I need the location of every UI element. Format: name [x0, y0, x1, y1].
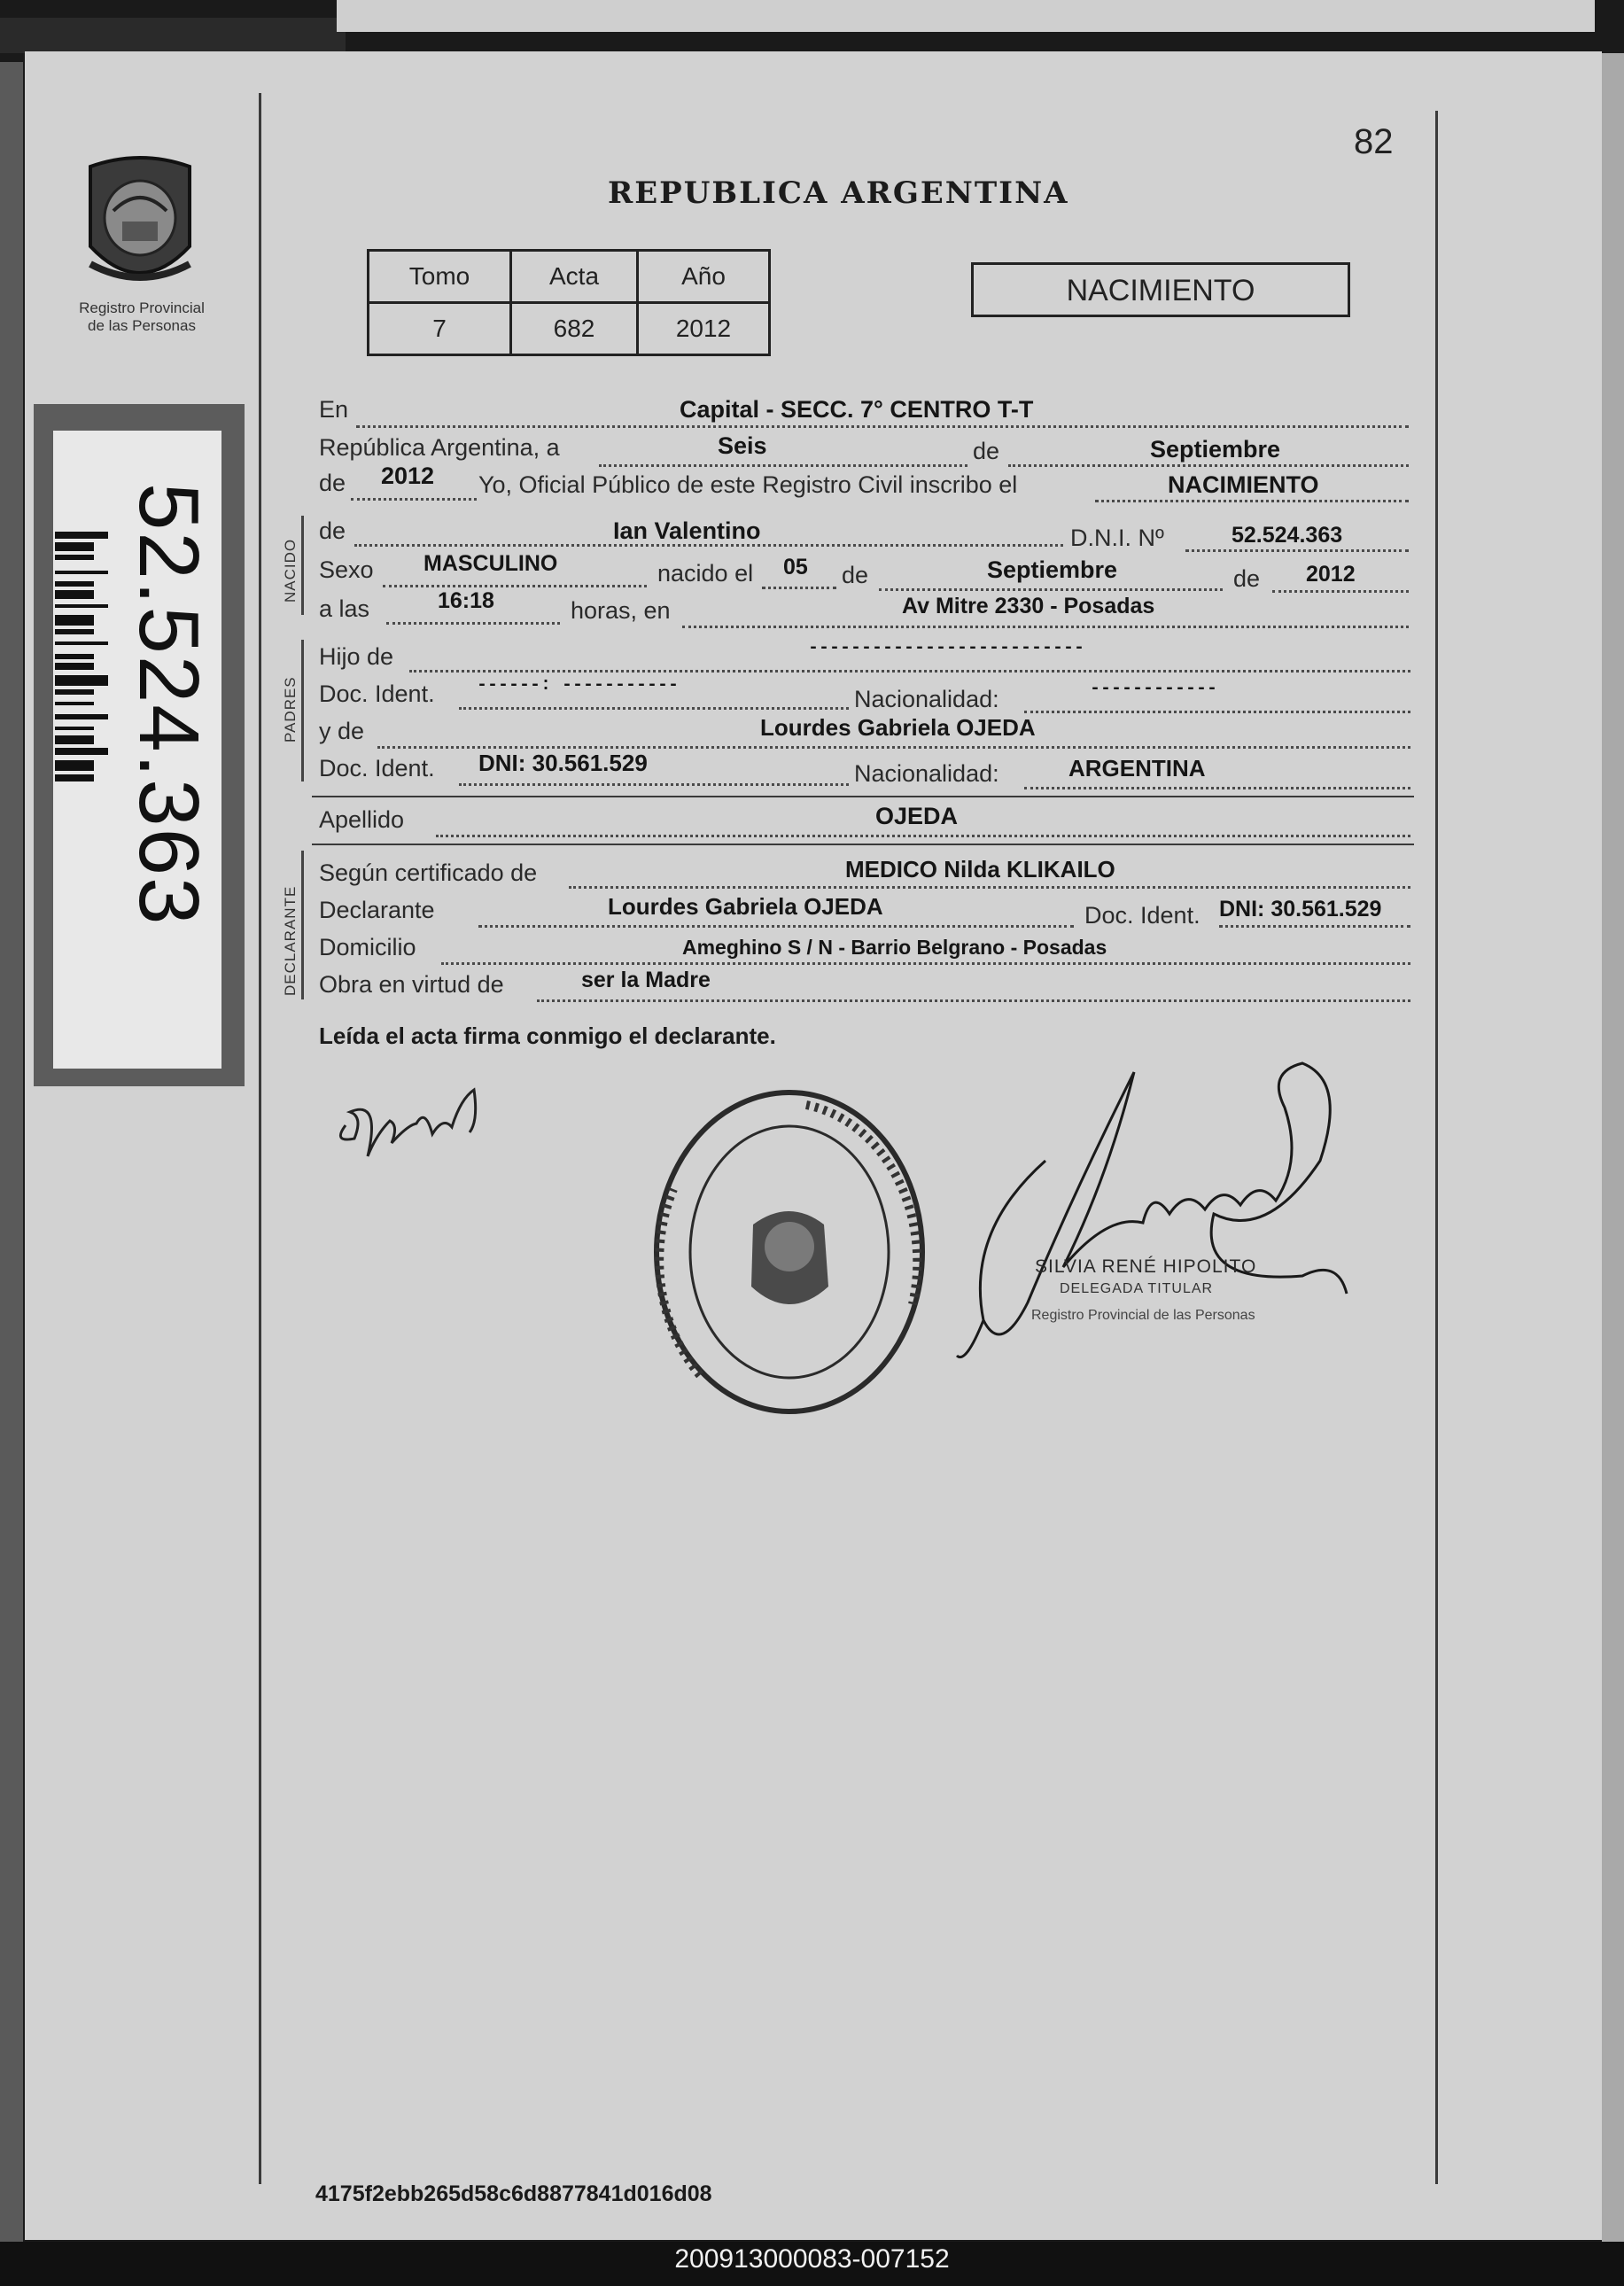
separator-line [312, 796, 1414, 797]
republica-label: República Argentina, a [319, 434, 560, 461]
dotted-line [478, 925, 1074, 928]
dotted-line [459, 783, 849, 786]
yde-label: y de [319, 718, 365, 744]
dotted-line [1024, 711, 1410, 713]
docident3-label: Doc. Ident. [1084, 902, 1201, 929]
mes-value: Septiembre [1150, 436, 1281, 463]
obra-value: ser la Madre [581, 968, 711, 992]
sticker-number: 52.524.363 [121, 483, 216, 927]
docident-declarante-value: DNI: 30.561.529 [1219, 897, 1382, 921]
obra-label: Obra en virtud de [319, 971, 504, 998]
de3-label: de [319, 517, 346, 544]
header-anio: Año [638, 251, 770, 303]
barcode-bar [55, 774, 94, 781]
anio-value: 2012 [381, 463, 435, 489]
dotted-line [1272, 590, 1409, 593]
separator-line [312, 844, 1414, 845]
dotted-line [1095, 500, 1409, 502]
binder-edge [0, 62, 23, 2242]
certificado-value: MEDICO Nilda KLIKAILO [845, 856, 1115, 883]
barcode-bar [55, 735, 94, 744]
logo-caption [53, 299, 230, 335]
dotted-line [383, 585, 647, 587]
oficial-text: Yo, Oficial Público de este Registro Civil inscribo el [478, 471, 1018, 498]
background-dark-area [0, 18, 346, 53]
docident-label: Doc. Ident. [319, 680, 435, 707]
en-value: Capital - SECC. 7° CENTRO T-T [680, 396, 1034, 423]
barcode-bar [55, 702, 94, 705]
hora-value: 16:18 [438, 588, 494, 613]
barcode-bar [55, 629, 94, 634]
dni-value: 52.524.363 [1232, 523, 1343, 548]
dotted-line [459, 707, 849, 710]
page-right-edge [1602, 53, 1624, 2242]
apellido-label: Apellido [319, 806, 405, 833]
barcode-bar [55, 714, 108, 719]
declarante-bracket [301, 851, 304, 999]
official-seal [647, 1083, 932, 1421]
apellido-value: OJEDA [875, 803, 959, 829]
registry-table [367, 249, 771, 356]
hijo-value: -------------------------- [808, 638, 1085, 658]
dotted-line [409, 670, 1410, 673]
dotted-line [436, 835, 1410, 837]
closing-text: Leída el acta firma conmigo el declarante. [319, 1022, 776, 1049]
horas-label: horas, en [571, 597, 671, 624]
hijo-label: Hijo de [319, 643, 394, 670]
alas-label: a las [319, 595, 370, 622]
barcode-bar [55, 689, 94, 695]
dotted-line [351, 498, 477, 501]
left-margin-line [259, 93, 261, 2184]
de-label: de [973, 438, 1000, 464]
official-name: SILVIA RENÉ HIPOLITO [1035, 1256, 1257, 1277]
section-padres: PADRES [282, 676, 299, 743]
barcode-bar [55, 727, 94, 730]
nacido-label: nacido el [657, 560, 754, 587]
barcode-bar [55, 604, 108, 608]
madre-value: Lourdes Gabriela OJEDA [760, 714, 1036, 741]
official-office: Registro Provincial de las Personas [1031, 1308, 1255, 1323]
nacido-dia: 05 [783, 555, 808, 579]
barcode-bar [55, 590, 94, 599]
nacionalidad-label: Nacionalidad: [854, 686, 999, 712]
dotted-line [682, 626, 1409, 628]
barcode-bar [55, 654, 94, 659]
document-hash: 4175f2ebb265d58c6d8877841d016d08 [315, 2181, 712, 2206]
section-nacido: NACIDO [282, 538, 299, 603]
dotted-line [569, 886, 1410, 889]
nombre-value: Ian Valentino [613, 517, 761, 544]
dotted-line [356, 425, 1409, 428]
barcode-bar [55, 748, 108, 755]
country-title: REPUBLICA ARGENTINA [608, 175, 1069, 211]
nacionalidad-madre-value: ARGENTINA [1068, 755, 1206, 781]
barcode-bar [55, 760, 94, 771]
dotted-line [441, 962, 1410, 965]
barcode-bar [55, 663, 94, 670]
de5-label: de [1233, 565, 1261, 592]
padres-bracket [301, 640, 304, 781]
sexo-label: Sexo [319, 556, 374, 583]
province-logo [73, 149, 207, 292]
lugar-value: Av Mitre 2330 - Posadas [902, 594, 1155, 618]
nacido-mes: Septiembre [987, 556, 1118, 583]
barcode-bar [55, 532, 108, 539]
de2-label: de [319, 470, 346, 496]
value-acta: 682 [511, 303, 638, 355]
dotted-line [1219, 925, 1410, 928]
dotted-line [762, 587, 836, 589]
nacido-anio: 2012 [1306, 562, 1356, 587]
value-anio: 2012 [638, 303, 770, 355]
section-declarante: DECLARANTE [282, 885, 299, 996]
nacionalidad2-label: Nacionalidad: [854, 760, 999, 787]
header-tomo: Tomo [369, 251, 511, 303]
barcode-bar [55, 571, 108, 574]
declarant-signature [328, 1072, 496, 1178]
declarante-label: Declarante [319, 897, 435, 923]
dotted-line [537, 999, 1410, 1002]
official-role: DELEGADA TITULAR [1060, 1281, 1214, 1296]
dotted-line [377, 746, 1410, 749]
domicilio-label: Domicilio [319, 934, 416, 960]
right-margin-line [1435, 111, 1438, 2184]
declarante-value: Lourdes Gabriela OJEDA [608, 893, 883, 920]
barcode-bar [55, 542, 94, 551]
sexo-value: MASCULINO [423, 551, 558, 576]
logo-caption-line2: de las Personas [88, 317, 196, 334]
dotted-line [386, 622, 560, 625]
paper-top-strip [337, 0, 1595, 32]
page-number: 82 [1354, 122, 1394, 161]
barcode-bar [55, 581, 94, 587]
docident2-label: Doc. Ident. [319, 755, 435, 781]
inscribo-value: NACIMIENTO [1168, 471, 1319, 498]
dotted-line [599, 464, 967, 467]
barcode-bar [55, 555, 94, 560]
domicilio-value: Ameghino S / N - Barrio Belgrano - Posadas [682, 936, 1107, 959]
dni-label: D.N.I. Nº [1070, 525, 1164, 551]
en-label: En [319, 396, 349, 423]
barcode-bar [55, 615, 94, 626]
dotted-line [1008, 464, 1409, 467]
dotted-line [1024, 787, 1410, 789]
logo-caption-line1: Registro Provincial [79, 299, 205, 316]
docident-padre-value: ------: ----------- [477, 675, 680, 696]
dotted-line [1185, 549, 1409, 552]
record-type-box: NACIMIENTO [971, 262, 1350, 317]
value-tomo: 7 [369, 303, 511, 355]
nacido-bracket [301, 516, 304, 615]
dotted-line [879, 588, 1223, 591]
certificado-label: Según certificado de [319, 859, 538, 886]
de4-label: de [842, 562, 869, 588]
nacionalidad-padre-value: ------------ [1090, 679, 1218, 699]
dia-value: Seis [718, 432, 767, 459]
official-signature [930, 1054, 1373, 1373]
barcode-bar [55, 641, 108, 645]
docident-madre-value: DNI: 30.561.529 [478, 750, 648, 776]
footer-id: 200913000083-007152 [674, 2244, 950, 2274]
barcode-bar [55, 675, 108, 686]
header-acta: Acta [511, 251, 638, 303]
